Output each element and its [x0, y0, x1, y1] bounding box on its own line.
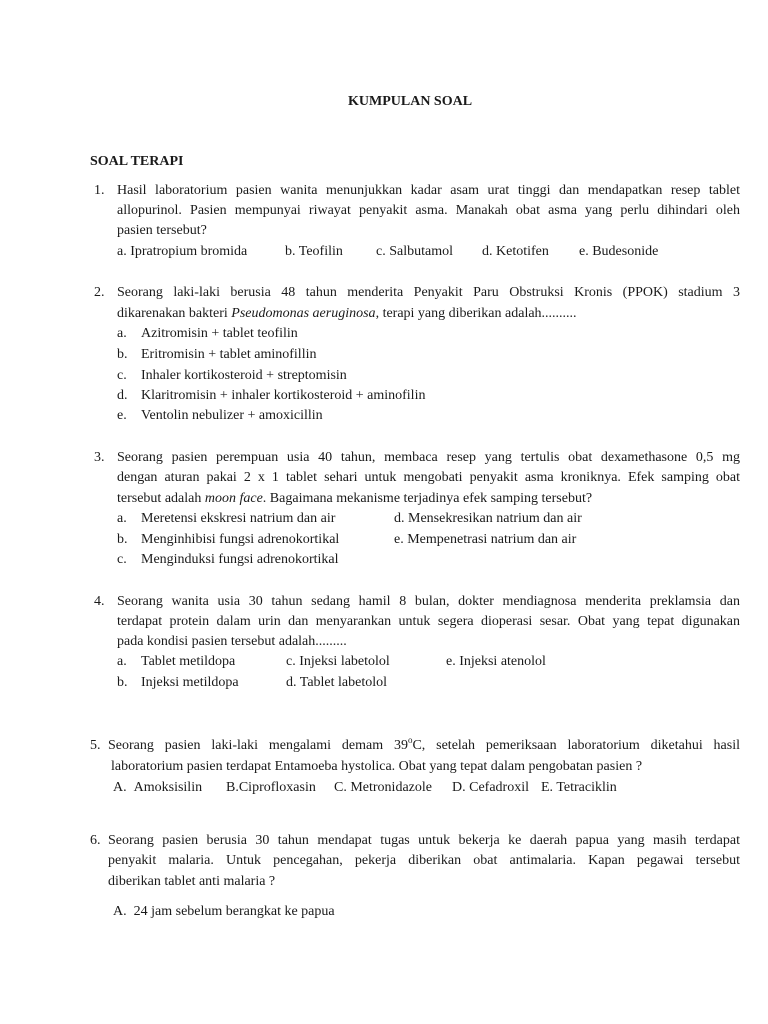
- option-d[interactable]: [286, 673, 387, 693]
- question-number: 6.: [90, 833, 101, 848]
- question-text: C, setelah pemeriksaan laboratorium diketahui hasil: [412, 738, 740, 753]
- option-text: 24 jam sebelum berangkat ke papua: [133, 904, 335, 919]
- question-text-line: laboratorium pasien terdapat Entamoeba hystolica. Obat yang tepat dalam pengobatan pasien ?: [111, 759, 643, 774]
- question-number: 1.: [94, 183, 105, 198]
- option-text: Mempenetrasi natrium dan air: [407, 532, 577, 547]
- option-e[interactable]: Ventolin nebulizer + amoxicillin: [141, 408, 323, 423]
- option-letter: D.: [452, 780, 466, 795]
- option-text: Mensekresikan natrium dan air: [408, 511, 582, 526]
- option-letter: a.: [117, 244, 127, 259]
- question-number: 3.: [94, 450, 105, 465]
- option-text: Teofilin: [298, 244, 343, 259]
- option-text: Injeksi labetolol: [299, 654, 390, 669]
- document-title: KUMPULAN SOAL: [348, 94, 473, 109]
- option-letter: b.: [117, 675, 128, 690]
- option-a[interactable]: [113, 778, 202, 798]
- option-letter: e.: [117, 408, 127, 423]
- option-d[interactable]: [482, 242, 549, 262]
- option-d[interactable]: [394, 509, 582, 529]
- option-letter: E.: [541, 780, 554, 795]
- option-letter: d.: [394, 511, 405, 526]
- degree-superscript: o: [407, 735, 413, 745]
- option-a[interactable]: Azitromisin + tablet teofilin: [141, 326, 298, 341]
- option-b[interactable]: Eritromisin + tablet aminofillin: [141, 347, 317, 362]
- question-text-line: diberikan tablet anti malaria ?: [108, 874, 276, 889]
- question-text: dikarenakan bakteri: [117, 306, 232, 321]
- question-text: Seorang pasien laki-laki mengalami demam 39: [108, 738, 408, 753]
- option-letter: b.: [117, 347, 128, 362]
- option-text: Budesonide: [592, 244, 659, 259]
- question-text-line: allopurinol. Pasien mempunyai riwayat penyakit asma. Manakah obat asma yang perlu dihindari oleh: [117, 203, 740, 218]
- option-text: Cefadroxil: [469, 780, 529, 795]
- italic-term: moon face: [204, 491, 263, 506]
- question-text-line: [117, 304, 577, 324]
- option-c[interactable]: Menginduksi fungsi adrenokortikal: [141, 552, 339, 567]
- question-number: 4.: [94, 594, 105, 609]
- option-a[interactable]: [117, 242, 247, 262]
- option-letter: d.: [482, 244, 493, 259]
- question-text: tersebut adalah: [117, 491, 205, 506]
- option-letter: c.: [117, 552, 127, 567]
- option-e[interactable]: [541, 778, 617, 798]
- option-letter: C.: [334, 780, 347, 795]
- option-d[interactable]: [452, 778, 529, 798]
- option-e[interactable]: [579, 242, 658, 262]
- question-text: . Bagaimana mekanisme terjadinya efek samping tersebut?: [262, 491, 593, 506]
- question-text-line: penyakit malaria. Untuk pencegahan, pekerja diberikan obat antimalaria. Kapan pegawai tersebut: [108, 853, 740, 868]
- option-letter: d.: [117, 388, 128, 403]
- option-letter: B.: [226, 780, 239, 795]
- question-text-line: Seorang pasien berusia 30 tahun mendapat tugas untuk bekerja ke daerah papua yang masih terdapat: [108, 833, 740, 848]
- question-text-line: Seorang laki-laki berusia 48 tahun menderita Penyakit Paru Obstruksi Kronis (PPOK) stadium 3: [117, 285, 740, 300]
- option-c[interactable]: [376, 242, 453, 262]
- option-text: Amoksisilin: [133, 780, 203, 795]
- option-letter: e.: [579, 244, 589, 259]
- question-text-line: [108, 736, 740, 756]
- option-text: Ipratropium bromida: [130, 244, 248, 259]
- italic-term: Pseudomonas aeruginosa: [231, 306, 376, 321]
- option-a[interactable]: Meretensi ekskresi natrium dan air: [141, 511, 336, 526]
- option-letter: c.: [117, 368, 127, 383]
- option-c[interactable]: [286, 652, 390, 672]
- option-text: Ciprofloxasin: [238, 780, 316, 795]
- option-text: Ketotifen: [496, 244, 549, 259]
- option-text: Tetraciklin: [556, 780, 617, 795]
- option-letter: b.: [117, 532, 128, 547]
- option-letter: e.: [446, 654, 456, 669]
- option-b[interactable]: Menginhibisi fungsi adrenokortikal: [141, 532, 340, 547]
- question-text: , terapi yang diberikan adalah..........: [375, 306, 577, 321]
- option-letter: b.: [285, 244, 296, 259]
- question-text-line: [117, 489, 592, 509]
- option-b[interactable]: [226, 778, 316, 798]
- option-c[interactable]: [334, 778, 432, 798]
- option-letter: A.: [113, 780, 127, 795]
- option-letter: e.: [394, 532, 404, 547]
- question-text-line: dengan aturan pakai 2 x 1 tablet sehari untuk mengobati penyakit asma kroniknya. Efek samping obat: [117, 470, 740, 485]
- option-letter: c.: [376, 244, 386, 259]
- option-letter: a.: [117, 326, 127, 341]
- question-text-line: Seorang pasien perempuan usia 40 tahun, membaca resep yang tertulis obat dexamethasone 0,5 mg: [117, 450, 740, 465]
- question-text-line: Seorang wanita usia 30 tahun sedang hamil 8 bulan, dokter mendiagnosa menderita preklamsia dan: [117, 594, 740, 609]
- option-letter: a.: [117, 511, 127, 526]
- question-text-line: terdapat protein dalam urin dan menyarankan untuk segera dioperasi sesar. Obat yang tepat digunakan: [117, 614, 740, 629]
- option-letter: c.: [286, 654, 296, 669]
- option-a[interactable]: Tablet metildopa: [141, 654, 236, 669]
- option-c[interactable]: Inhaler kortikosteroid + streptomisin: [141, 368, 347, 383]
- section-title: SOAL TERAPI: [90, 154, 184, 169]
- option-b[interactable]: [285, 242, 343, 262]
- question-number: 5.: [90, 738, 101, 753]
- option-b[interactable]: Injeksi metildopa: [141, 675, 239, 690]
- option-e[interactable]: [446, 652, 546, 672]
- question-text-line: pasien tersebut?: [117, 223, 207, 238]
- option-text: Metronidazole: [350, 780, 432, 795]
- option-text: Injeksi atenolol: [459, 654, 546, 669]
- option-a[interactable]: [113, 902, 335, 922]
- question-text-line: pada kondisi pasien tersebut adalah.........: [117, 634, 347, 649]
- option-e[interactable]: [394, 530, 576, 550]
- question-number: 2.: [94, 285, 105, 300]
- question-text-line: Hasil laboratorium pasien wanita menunjukkan kadar asam urat tinggi dan mendapatkan resep tablet: [117, 183, 740, 198]
- option-text: Salbutamol: [389, 244, 453, 259]
- option-letter: A.: [113, 904, 127, 919]
- option-text: Tablet labetolol: [299, 675, 388, 690]
- option-letter: d.: [286, 675, 297, 690]
- option-d[interactable]: Klaritromisin + inhaler kortikosteroid + aminofilin: [141, 388, 426, 403]
- option-letter: a.: [117, 654, 127, 669]
